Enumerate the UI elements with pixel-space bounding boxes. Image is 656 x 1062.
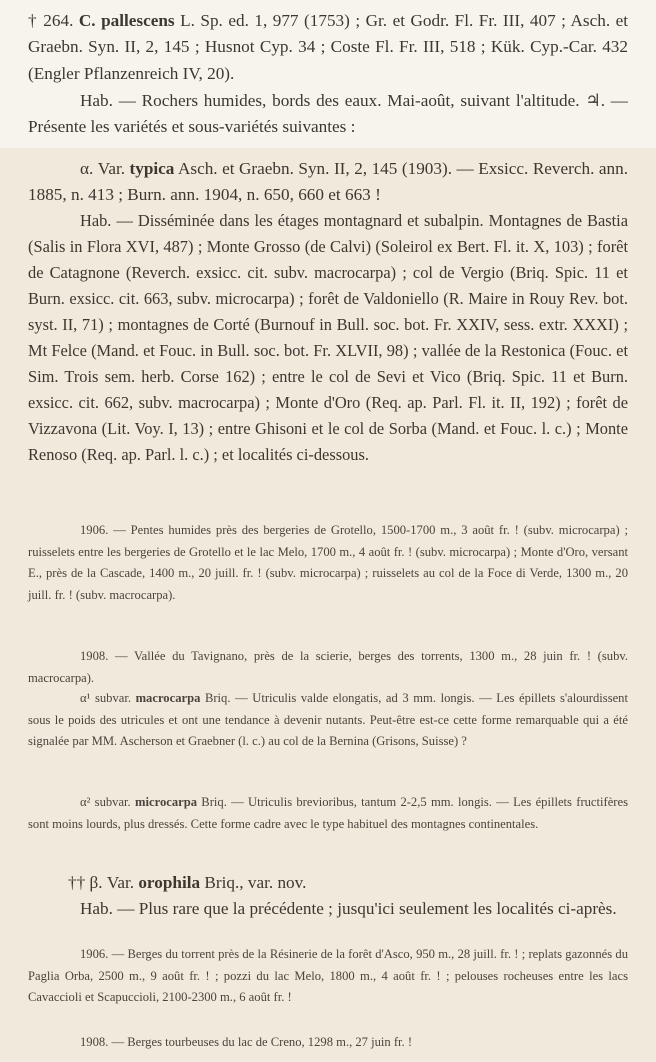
observations-orophila-1908: 1908. — Berges tourbeuses du lac de Creno, 1298 m., 27 juin fr. ! bbox=[80, 1035, 413, 1049]
subvariety-name: microcarpa bbox=[135, 795, 198, 809]
subvariety-microcarpa bbox=[0, 792, 656, 835]
entry-references: L. Sp. ed. 1, 977 (1753) ; Gr. et Godr. Fl. Fr. III, 407 ; Asch. et Graebn. Syn. II, 2, 145 ; Husnot Cyp. 34 ; Coste Fl. Fr. III, 518 ; Kük. Cyp.-Car. 432 (Engler Pflanzenreich IV, 20). bbox=[28, 11, 629, 83]
variety-orophila bbox=[0, 870, 656, 896]
habitat-general: Hab. — Rochers humides, bords des eaux. Mai-août, suivant l'altitude. ♃. — Présente les variétés et sous-variétés suivantes : bbox=[28, 91, 628, 137]
subvariety-text: Briq. — Utriculis valde elongatis, ad 3 mm. longis. — Les épillets s'alourdissent sous le poids des utricules et ont une tendance à devenir nutants. Peut-être est-ce cette forme remarquable qui a été signalée par MM. Ascherson et Graebner (l. c.) au col de la Bernina (Grisons, Suisse) ? bbox=[28, 691, 628, 749]
variety-mark: α. Var. bbox=[80, 159, 126, 178]
subvariety-name: macrocarpa bbox=[135, 691, 201, 705]
subvariety-mark: α² subvar. bbox=[80, 795, 131, 809]
variety-references: Asch. et Graebn. Syn. II, 2, 145 (1903). — Exsicc. Reverch. ann. 1885, n. 413 ; Burn. ann. 1904, n. 650, 660 et 663 ! bbox=[28, 159, 628, 205]
subvariety-macrocarpa bbox=[0, 688, 656, 753]
variety-references: Briq., var. nov. bbox=[200, 873, 307, 892]
habitat-typica: Hab. — Disséminée dans les étages montagnard et subalpin. Montagnes de Bastia (Salis in Flora XVI, 487) ; Monte Grosso (de Calvi) (Soleirol ex Bert. Fl. it. X, 103) ; forêt de Catagnone (Reverch. exsicc. cit. subv. macrocarpa) ; col de Vergio (Briq. Spic. 11 et Burn. exsicc. cit. 663, subv. microcarpa) ; forêt de Valdoniello (R. Maire in Rouy Rev. bot. syst. II, 71) ; montagnes de Corté (Burnouf in Bull. soc. bot. Fr. XXIV, sess. extr. XXXI) ; Mt Felce (Mand. et Fouc. in Bull. soc. bot. Fr. XLVII, 98) ; vallée de la Restonica (Fouc. et Sim. Trois sem. herb. Corse 162) ; entre le col de Sevi et Vico (Briq. Spic. 11 et Burn. exsicc. cit. 662, subv. macrocarpa) ; Monte d'Oro (Req. ap. Parl. Fl. it. II, 192) ; forêt de Vizzavona (Lit. Voy. I, 13) ; entre Ghisoni et le col de Sorba (Mand. et Fouc. l. c.) ; Monte Renoso (Req. ap. Parl. l. c.) ; et localités ci-dessous. bbox=[28, 211, 628, 464]
entry-number: † 264. bbox=[28, 11, 74, 30]
variety-name: typica bbox=[129, 159, 175, 178]
entry-264 bbox=[0, 8, 656, 87]
species-name: C. pallescens bbox=[78, 11, 175, 30]
observations-orophila-1906: 1906. — Berges du torrent près de la Résinerie de la forêt d'Asco, 950 m., 28 juill. fr. ! ; replats gazonnés du Paglia Orba, 2500 m., 9 août fr. ! ; pozzi du lac Melo, 1800 m., 4 août fr. ! ; pelouses rocheuses entre les lacs Cavaccioli et Scapuccioli, 2100-2300 m., 6 août fr. ! bbox=[28, 947, 628, 1005]
variety-name: orophila bbox=[138, 873, 201, 892]
subvariety-mark: α¹ subvar. bbox=[80, 691, 131, 705]
variety-typica bbox=[0, 156, 656, 209]
observations-1908: 1908. — Vallée du Tavignano, près de la scierie, berges des torrents, 1300 m., 28 juin fr. ! (subv. macrocarpa). bbox=[28, 649, 628, 685]
subvariety-text: Briq. — Utriculis brevioribus, tantum 2-2,5 mm. longis. — Les épillets fructifères sont moins lourds, plus dressés. Cette forme cadre avec le type habituel des montagnes continentales. bbox=[28, 795, 628, 831]
observations-1906: 1906. — Pentes humides près des bergeries de Grotello, 1500-1700 m., 3 août fr. ! (subv. microcarpa) ; ruisselets entre les bergeries de Grotello et le lac Melo, 1700 m., 4 août fr. ! (subv. microcarpa) ; Monte d'Oro, versant E., près de la Cascade, 1400 m., 20 juill. fr. ! (subv. microcarpa) ; ruisselets au col de la Foce di Verde, 1300 m., 20 juill. fr. ! (subv. macrocarpa). bbox=[28, 523, 628, 602]
variety-mark: †† β. Var. bbox=[68, 873, 135, 892]
habitat-orophila: Hab. — Plus rare que la précédente ; jusqu'ici seulement les localités ci-après. bbox=[80, 899, 617, 918]
